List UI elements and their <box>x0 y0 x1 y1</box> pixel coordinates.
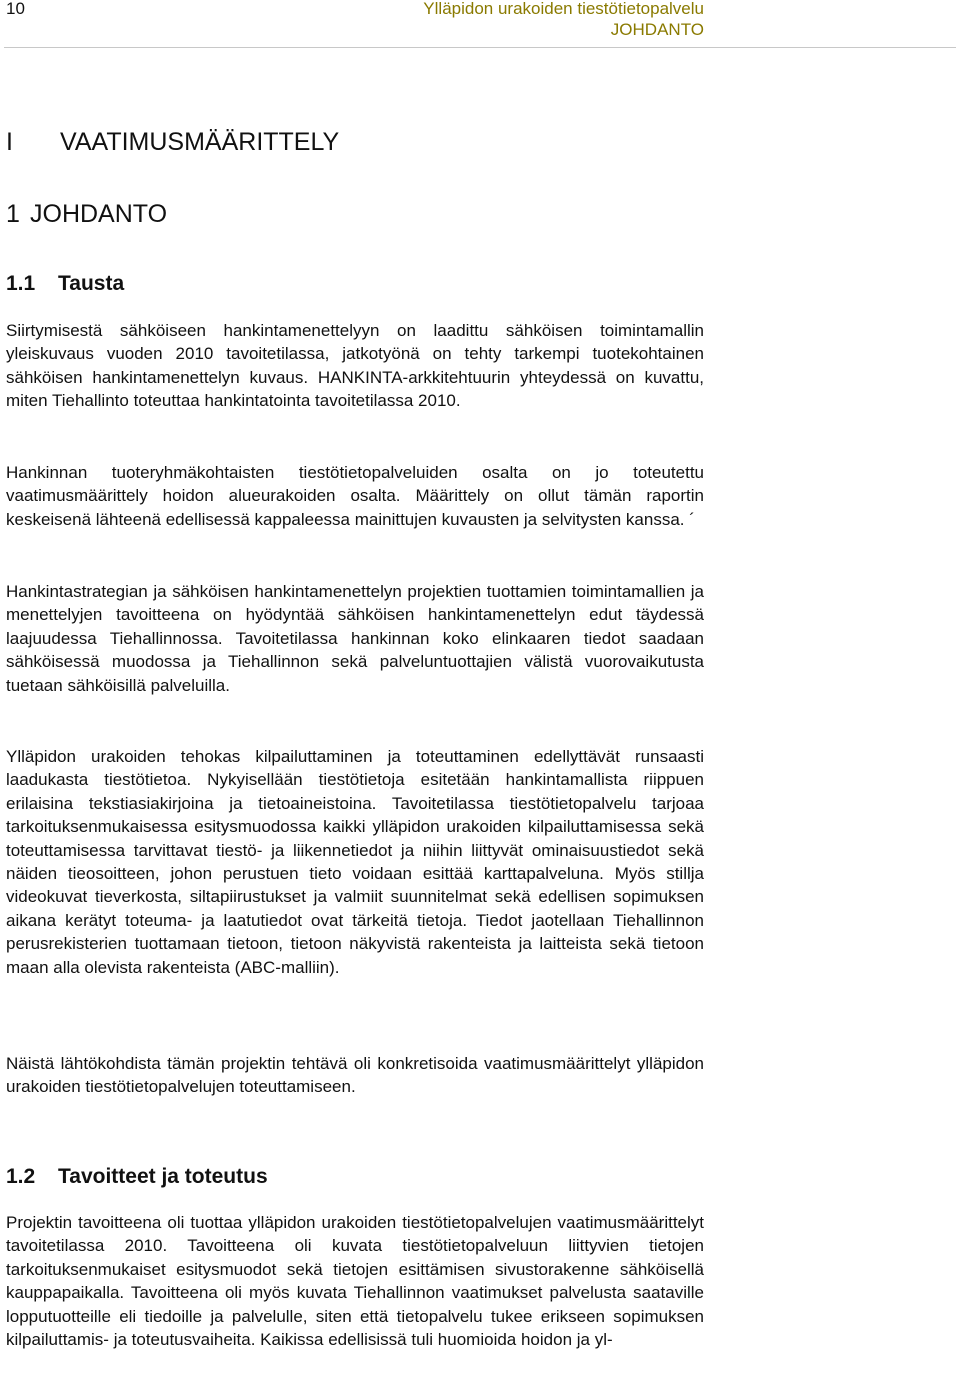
body-paragraph: Projektin tavoitteena oli tuottaa ylläpidon urakoiden tiestötietopalvelujen vaatimusmäärittelyt tavoitetilassa 2010. Tavoitteena oli kuvata tiestötietopalveluun liittyvien tietojen tarkoituksenmukaiset esitysmuodot sekä tietojen esittämisen sivustorakenne sähköisellä kauppapaikalla. Tavoitteena oli myös kuvata Tiehallinnon vaatimukset palvelusta saataville lopputuotteille eli tiedoille ja palvelulle, siten että tietopalvelu tukee erikseen sopimuksen kilpailuttamis- ja toteutusvaiheita. Kaikissa edellisissä tuli huomioida hoidon ja yl- <box>6 1213 704 1350</box>
page-number: 10 <box>6 0 25 18</box>
chapter-heading <box>6 200 167 229</box>
body-paragraph: Hankintastrategian ja sähköisen hankintamenettelyn projektien tuottamien toimintamallien ja menettelyjen tavoitteena on hyödyntää sähköisen hankintamenettelyn edut täydessä laajuudessa Tiehallinnossa. Tavoitetilassa hankinnan koko elinkaaren tiedot saadaan sähköisessä muodossa ja Tiehallinnon sekä palveluntuottajien välistä vuorovaikutusta tuetaan sähköisillä palveluilla. <box>6 582 704 695</box>
section-number: 1.2 <box>6 1165 36 1188</box>
body-paragraph: Siirtymisestä sähköiseen hankintamenettelyyn on laadittu sähköisen toimintamallin yleiskuvaus vuoden 2010 tavoitetilassa, jatkotyönä on tehty tarkempi tuotekohtainen sähköisen hankintamenettelyn kuvaus. HANKINTA-arkkitehtuurin yhteydessä on kuvattu, miten Tiehallinto toteuttaa hankintatointa tavoitetilassa 2010. <box>6 321 704 411</box>
part-number: I <box>6 128 13 156</box>
section-title: Tausta <box>58 272 125 295</box>
section-heading-tausta <box>6 272 124 296</box>
part-title: VAATIMUSMÄÄRITTELY <box>60 128 340 156</box>
chapter-number: 1 <box>6 200 20 228</box>
body-paragraph: Näistä lähtökohdista tämän projektin tehtävä oli konkretisoida vaatimusmäärittelyt ylläpidon urakoiden tiestötietopalvelujen toteuttamiseen. <box>6 1054 704 1097</box>
section-title: Tavoitteet ja toteutus <box>58 1165 268 1188</box>
header-divider <box>4 47 956 48</box>
body-paragraph: Ylläpidon urakoiden tehokas kilpailuttaminen ja toteuttaminen edellyttävät runsaasti laadukasta tiestötietoa. Nykyisellään tiestötietoja esitetään hankintamallista riippuen erilaisina tekstiasiakirjoina ja tietoaineistoina. Tavoitetilassa tiestötietopalvelu tarjoaa tarkoituksenmukaisessa esitysmuodossa kaikki ylläpidon urakoiden kilpailuttamisessa sekä toteuttamisessa tarvittavat tiestö- ja liikennetiedot ja niihin liittyvät ominaisuustiedot sekä näiden tieosoitteen, johon perustuen tieto voidaan esittää karttapalveluna. Myös stillja videokuvat tieverkosta, siltapiirustukset ja valmiit suunnitelmat sekä edellisen sopimuksen aikana kerätyt toteuma- ja laatutiedot ovat tärkeitä tietoja. Tiedot jaotellaan Tiehallinnon perusrekisterien tuottamaan tietoon, tietoon näkyvistä rakenteista ja laitteista sekä tietoon maan alla olevista rakenteista (ABC-malliin). <box>6 747 704 977</box>
section-heading-tavoitteet <box>6 1165 268 1189</box>
body-paragraph: Hankinnan tuoteryhmäkohtaisten tiestötietopalveluiden osalta on jo toteutettu vaatimusmäärittely hoidon alueurakoiden osalta. Määrittely on ollut tämän raportin keskeisenä lähteenä edellisessä kappaleessa mainittujen kuvausten ja selvitysten kanssa. ´ <box>6 463 704 529</box>
chapter-title: JOHDANTO <box>30 200 168 228</box>
running-header-section: JOHDANTO <box>610 20 704 39</box>
running-header-title: Ylläpidon urakoiden tiestötietopalvelu <box>423 0 704 18</box>
section-number: 1.1 <box>6 272 36 295</box>
part-heading <box>6 128 339 157</box>
